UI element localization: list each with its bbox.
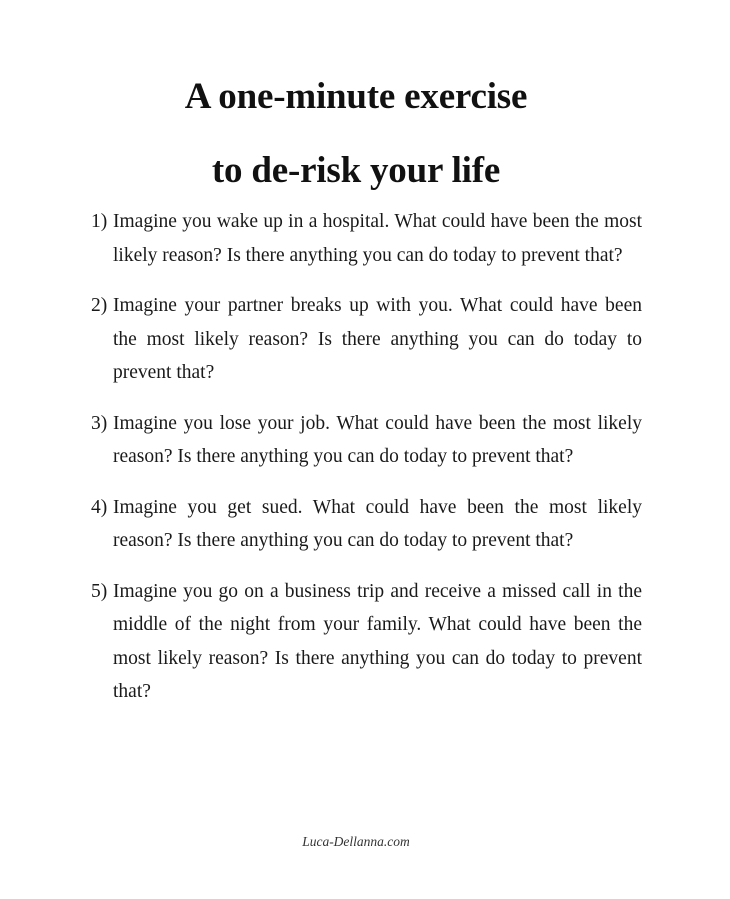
page-title bbox=[0, 60, 712, 208]
item-text: Imagine you lose your job. What could have been the most likely reason? Is there anything you can do today to prevent that? bbox=[113, 412, 642, 467]
item-text: Imagine your partner breaks up with you. What could have been the most likely reason? Is there anything you can do today to prevent that? bbox=[113, 295, 642, 383]
exercise-list bbox=[91, 205, 642, 726]
exercise-item-3 bbox=[91, 407, 642, 474]
item-text: Imagine you wake up in a hospital. What could have been the most likely reason? Is there anything you can do today to prevent that? bbox=[113, 211, 642, 266]
item-number: 2) bbox=[91, 295, 108, 316]
item-text: Imagine you get sued. What could have been the most likely reason? Is there anything you can do today to prevent that? bbox=[113, 496, 642, 551]
item-number: 5) bbox=[91, 580, 108, 602]
title-line-1: A one-minute exercise bbox=[184, 76, 528, 117]
item-number: 1) bbox=[91, 211, 108, 232]
item-number: 4) bbox=[91, 496, 108, 518]
item-number: 3) bbox=[91, 412, 108, 434]
exercise-item-4 bbox=[91, 491, 642, 558]
exercise-item-2 bbox=[91, 289, 642, 390]
title-line-2: to de-risk your life bbox=[211, 150, 501, 191]
item-text: Imagine you go on a business trip and receive a missed call in the middle of the night from your family. What could have been the most likely reason? Is there anything you can do today to prevent that? bbox=[113, 580, 642, 702]
exercise-item-5 bbox=[91, 575, 642, 709]
footer-credit: Luca-Dellanna.com bbox=[302, 834, 410, 849]
exercise-item-1 bbox=[91, 205, 642, 272]
